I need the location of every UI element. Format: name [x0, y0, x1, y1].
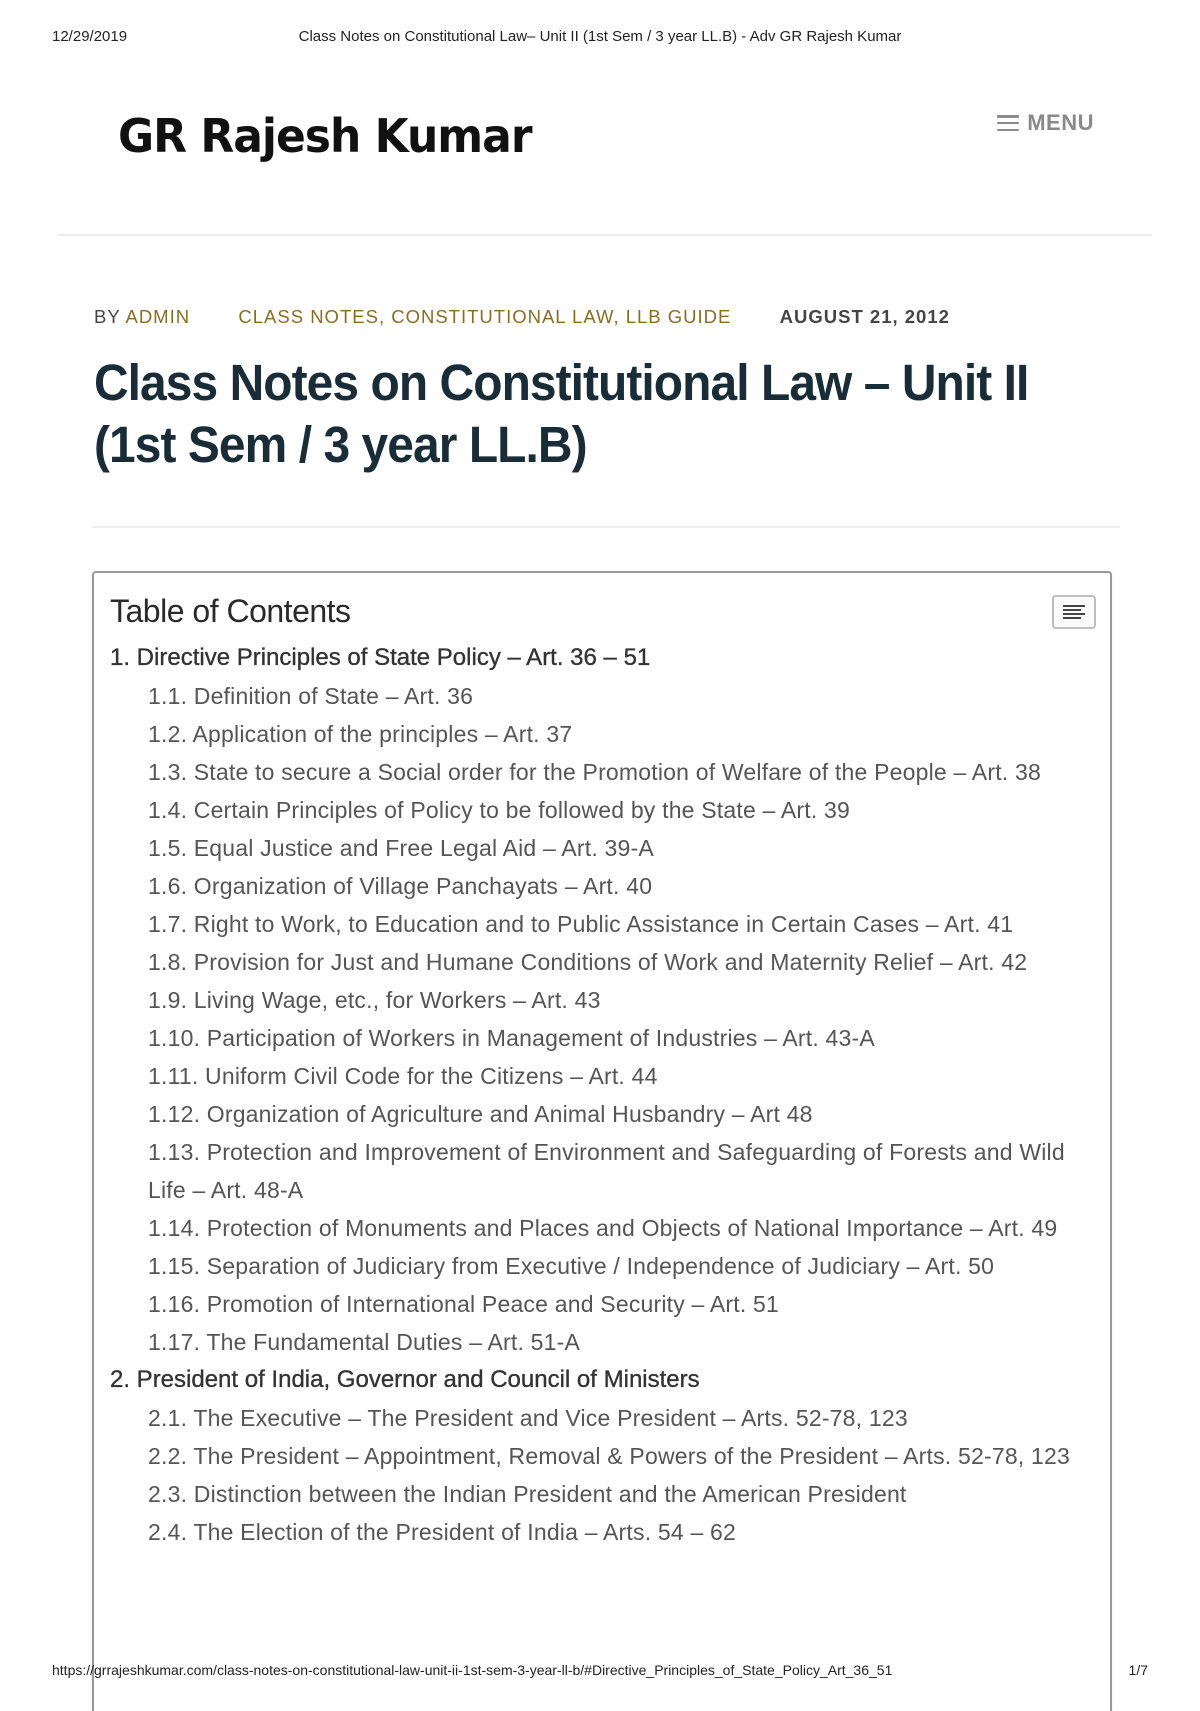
print-date: 12/29/2019: [52, 28, 128, 45]
toc-list: [110, 639, 1100, 1551]
category-link-class-notes[interactable]: CLASS NOTES: [238, 306, 379, 327]
toc-item[interactable]: 1.11. Uniform Civil Code for the Citizens – Art. 44: [148, 1063, 658, 1089]
toc-item[interactable]: 1.17. The Fundamental Duties – Art. 51-A: [148, 1329, 581, 1355]
category-separator: ,: [613, 306, 626, 327]
site-logo[interactable]: GR Rajesh Kumar: [118, 110, 532, 164]
toc-title: Table of Contents: [110, 593, 351, 629]
category-link-constitutional-law[interactable]: CONSTITUTIONAL LAW: [391, 306, 614, 327]
toc-item[interactable]: 2.2. The President – Appointment, Removal & Powers of the President – Arts. 52-78, 123: [148, 1443, 1070, 1469]
toc-item[interactable]: 1.15. Separation of Judiciary from Executive / Independence of Judiciary – Art. 50: [148, 1253, 995, 1279]
toc-item[interactable]: 2. President of India, Governor and Council of Ministers: [110, 1366, 700, 1393]
post-title: Class Notes on Constitutional Law – Unit II (1st Sem / 3 year LL.B): [94, 354, 1029, 473]
post-meta: [94, 306, 950, 328]
menu-button[interactable]: [997, 110, 1094, 136]
post-date: AUGUST 21, 2012: [779, 306, 950, 327]
print-footer: [52, 1662, 1148, 1682]
toc-toggle-button[interactable]: [1052, 595, 1096, 629]
header-divider: [58, 234, 1152, 236]
list-icon: [1063, 605, 1085, 619]
category-separator: ,: [378, 306, 392, 327]
toc-item[interactable]: 2.3. Distinction between the Indian President and the American President: [148, 1481, 907, 1507]
toc-item[interactable]: 1.14. Protection of Monuments and Places and Objects of National Importance – Art. 49: [148, 1215, 1058, 1241]
menu-label: MENU: [1027, 110, 1094, 135]
toc-item[interactable]: 1.1. Definition of State – Art. 36: [148, 683, 474, 709]
toc-item[interactable]: 1.9. Living Wage, etc., for Workers – Art. 43: [148, 987, 601, 1013]
author-link[interactable]: ADMIN: [125, 306, 191, 327]
toc-item[interactable]: 1.4. Certain Principles of Policy to be followed by the State – Art. 39: [148, 797, 851, 823]
toc-item[interactable]: 1.2. Application of the principles – Art. 37: [148, 721, 573, 747]
toc-item[interactable]: 1.13. Protection and Improvement of Environment and Safeguarding of Forests and Wild Life – Art. 48-A: [148, 1139, 1065, 1203]
hamburger-icon: [997, 115, 1019, 131]
print-header: [52, 28, 1148, 48]
toc-item[interactable]: 1.12. Organization of Agriculture and Animal Husbandry – Art 48: [148, 1101, 813, 1127]
toc-item[interactable]: 1.8. Provision for Just and Humane Conditions of Work and Maternity Relief – Art. 42: [148, 949, 1028, 975]
toc-item[interactable]: 2.1. The Executive – The President and Vice President – Arts. 52-78, 123: [148, 1405, 908, 1431]
toc-item[interactable]: 1. Directive Principles of State Policy – Art. 36 – 51: [110, 644, 651, 671]
print-page-number: 1/7: [1128, 1662, 1148, 1678]
table-of-contents: [92, 571, 1112, 1711]
print-page-title: Class Notes on Constitutional Law– Unit II (1st Sem / 3 year LL.B) - Adv GR Rajesh Kumar: [298, 28, 902, 45]
toc-item[interactable]: 2.4. The Election of the President of India – Arts. 54 – 62: [148, 1519, 737, 1545]
toc-item[interactable]: 1.3. State to secure a Social order for the Promotion of Welfare of the People – Art. 38: [148, 759, 1041, 785]
print-url: https://grrajeshkumar.com/class-notes-on-constitutional-law-unit-ii-1st-sem-3-year-ll-b/#Directive_Principles_of_State_Policy_Art_36_51: [52, 1662, 893, 1678]
toc-item[interactable]: 1.10. Participation of Workers in Management of Industries – Art. 43-A: [148, 1025, 875, 1051]
toc-item[interactable]: 1.7. Right to Work, to Education and to Public Assistance in Certain Cases – Art. 41: [148, 911, 1014, 937]
category-link-llb-guide[interactable]: LLB GUIDE: [625, 306, 732, 327]
toc-item[interactable]: 1.5. Equal Justice and Free Legal Aid – Art. 39-A: [148, 835, 654, 861]
title-divider: [92, 526, 1120, 528]
toc-item[interactable]: 1.16. Promotion of International Peace and Security – Art. 51: [148, 1291, 780, 1317]
toc-item[interactable]: 1.6. Organization of Village Panchayats – Art. 40: [148, 873, 653, 899]
byline-label: BY: [94, 306, 121, 327]
